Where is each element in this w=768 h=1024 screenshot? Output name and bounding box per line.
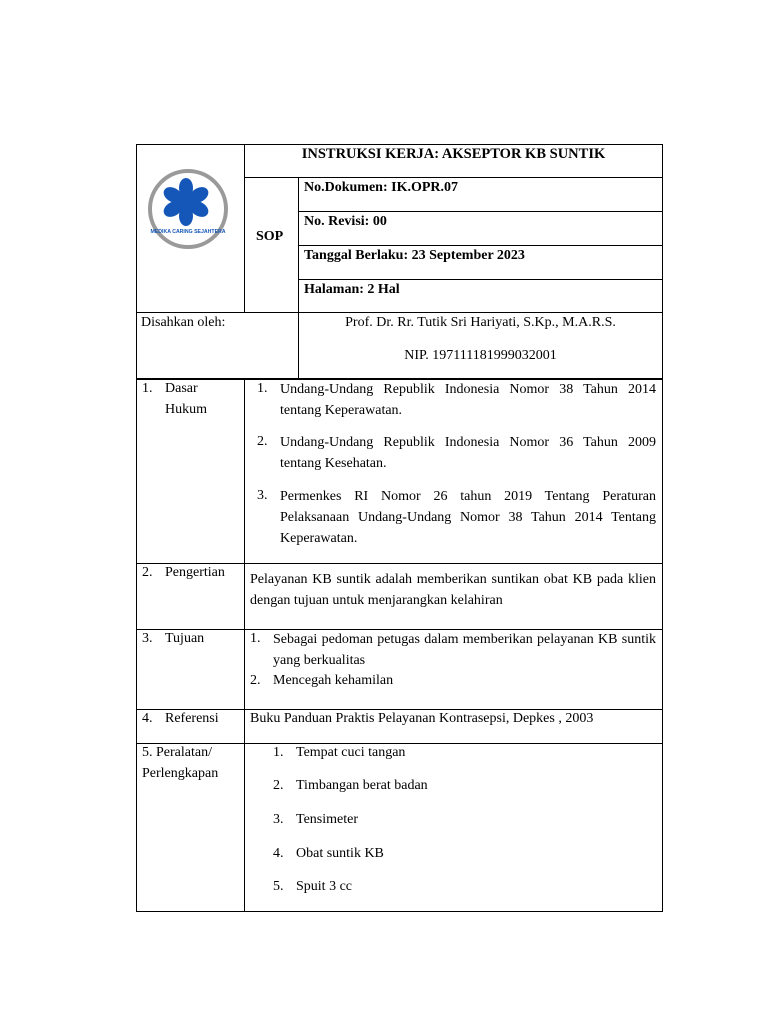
peralatan-item-5-number: 5. [273, 879, 284, 894]
peralatan-item-1-text: Tempat cuci tangan [296, 745, 406, 760]
peralatan-label: 5. Peralatan/ [142, 745, 212, 760]
peralatan-label-2: Perlengkapan [142, 766, 219, 781]
row-divider-3 [136, 709, 663, 710]
tujuan-item-1-number: 1. [250, 631, 261, 646]
approver-nip: NIP. 197111181999032001 [404, 348, 557, 363]
document-number: No.Dokumen: IK.OPR.07 [304, 180, 459, 195]
referensi-number: 4. [142, 711, 153, 726]
revision-number: No. Revisi: 00 [304, 214, 387, 229]
page-count: Halaman: 2 Hal [304, 282, 400, 297]
header-divider-row1 [298, 211, 663, 212]
document-title: INSTRUKSI KERJA: AKSEPTOR KB SUNTIK [301, 146, 606, 162]
dasar-hukum-label-2: Hukum [165, 402, 207, 417]
peralatan-item-4-text: Obat suntik KB [296, 846, 384, 861]
row-divider-1 [136, 563, 663, 564]
peralatan-item-3-text: Tensimeter [296, 812, 358, 827]
company-logo [146, 166, 228, 252]
pengertian-text: Pelayanan KB suntik adalah memberikan suntikan obat KB pada klien dengan tujuan untuk menjarangkan kelahiran [250, 572, 656, 608]
effective-date: Tanggal Berlaku: 23 September 2023 [304, 248, 525, 263]
tujuan-item-2-text: Mencegah kehamilan [273, 673, 394, 688]
dasar-hukum-item-3-text: Permenkes RI Nomor 26 tahun 2019 Tentang Peraturan Pelaksanaan Undang-Undang Nomor 38 Tahun 2014 Tentang Keperawatan. [280, 489, 656, 546]
tujuan-label: Tujuan [165, 631, 205, 646]
peralatan-item-4-number: 4. [273, 846, 284, 861]
tujuan-number: 3. [142, 631, 153, 646]
peralatan-item-5-text: Spuit 3 cc [296, 879, 352, 894]
dasar-hukum-label: Dasar [165, 381, 198, 396]
tujuan-item-2-number: 2. [250, 673, 261, 688]
header-divider-title [244, 177, 663, 178]
approver-name: Prof. Dr. Rr. Tutik Sri Hariyati, S.Kp., M.A.R.S. [345, 315, 616, 330]
tujuan-item-1-text: Sebagai pedoman petugas dalam memberikan pelayanan KB suntik yang berkualitas [273, 632, 656, 668]
peralatan-item-2-text: Timbangan berat badan [296, 778, 428, 793]
referensi-label: Referensi [165, 711, 219, 726]
peralatan-item-1-number: 1. [273, 745, 284, 760]
row-divider-4 [136, 743, 663, 744]
referensi-text: Buku Panduan Praktis Pelayanan Kontrasepsi, Depkes , 2003 [250, 711, 594, 726]
dasar-hukum-item-1-number: 1. [257, 381, 268, 396]
dasar-hukum-item-2-text: Undang-Undang Republik Indonesia Nomor 36 Tahun 2009 tentang Kesehatan. [280, 435, 656, 471]
peralatan-item-3-number: 3. [273, 812, 284, 827]
pengertian-label: Pengertian [165, 565, 225, 580]
dasar-hukum-number: 1. [142, 381, 153, 396]
approval-label: Disahkan oleh: [141, 315, 226, 330]
peralatan-item-2-number: 2. [273, 778, 284, 793]
dasar-hukum-item-1-text: Undang-Undang Republik Indonesia Nomor 38 Tahun 2014 tentang Keperawatan. [280, 382, 656, 418]
dasar-hukum-item-2-number: 2. [257, 434, 268, 449]
content-column-divider [244, 379, 245, 912]
sop-label: SOP [256, 229, 284, 244]
logo-graphic [146, 166, 228, 252]
logo-asterisk-icon [161, 178, 211, 226]
header-divider-row3 [298, 279, 663, 280]
pengertian-number: 2. [142, 565, 153, 580]
logo-text: MEDIKA CARING SEJAHTERA [150, 229, 226, 235]
dasar-hukum-item-3-number: 3. [257, 488, 268, 503]
header-divider-logo [244, 144, 245, 313]
header-divider-row2 [298, 245, 663, 246]
